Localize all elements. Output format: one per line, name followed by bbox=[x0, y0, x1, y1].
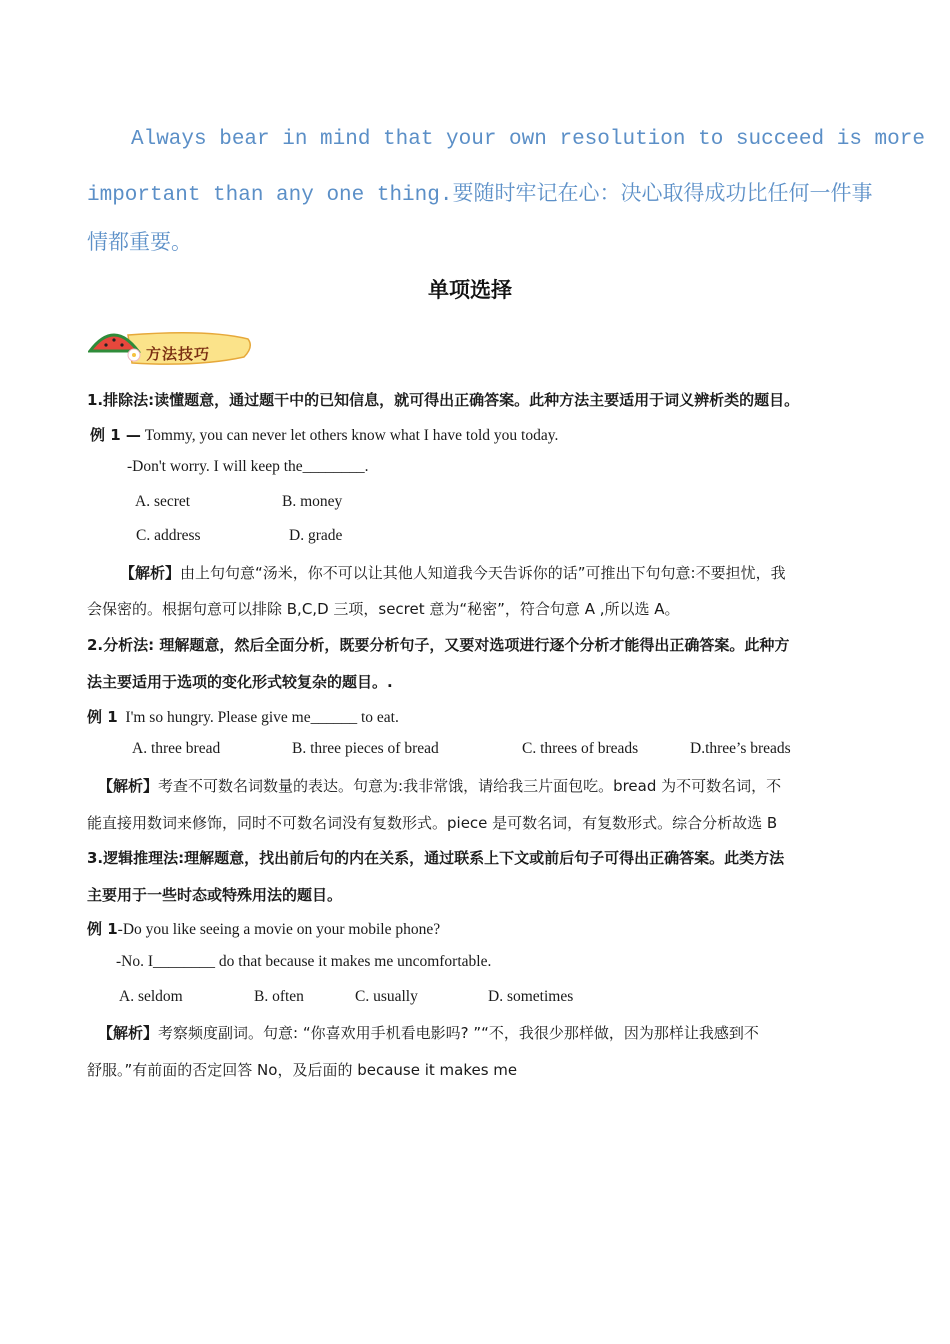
method1-question-line-1 bbox=[90, 424, 558, 445]
option-c: C. address bbox=[136, 527, 201, 544]
method2-analysis-line-1 bbox=[98, 775, 781, 796]
section-title: 单项选择 bbox=[428, 278, 512, 302]
method1-analysis-line-2: 会保密的。根据句意可以排除 B,C,D 三项，secret 意为“秘密”，符合句意 A ,所以选 A。 bbox=[87, 600, 680, 618]
analysis-text: 由上句句意“汤米，你不可以让其他人知道我今天告诉你的话”可推出下句句意:不要担忧，我 bbox=[180, 564, 786, 582]
option-b: B. three pieces of bread bbox=[292, 740, 439, 757]
method3-heading-line-2: 主要用于一些时态或特殊用法的题目。 bbox=[87, 886, 343, 904]
method2-heading-line-1: 2.分析法: 理解题意，然后全面分析，既要分析句子，又要对选项进行逐个分析才能得出正确答案。此种方 bbox=[87, 636, 790, 654]
method3-analysis-line-2: 舒服。”有前面的否定回答 No，及后面的 because it makes me bbox=[87, 1061, 518, 1079]
option-a: A. seldom bbox=[119, 988, 183, 1005]
quote-line-2-en: important than any one thing. bbox=[87, 184, 453, 207]
analysis-label: 【解析】 bbox=[98, 777, 159, 795]
method2-analysis-line-2: 能直接用数词来修饰，同时不可数名词没有复数形式。piece 是可数名词，有复数形式。综合分析故选 B bbox=[87, 814, 778, 832]
option-a: A. three bread bbox=[132, 740, 221, 757]
analysis-text: 考察频度副词。句意: “你喜欢用手机看电影吗? ”“不，我很少那样做，因为那样让我感到不 bbox=[158, 1024, 759, 1042]
option-b: B. often bbox=[254, 988, 304, 1005]
question-text: I'm so hungry. Please give me______ to eat. bbox=[125, 709, 399, 726]
option-d: D. sometimes bbox=[488, 988, 574, 1005]
quote-line-2 bbox=[87, 177, 872, 207]
option-c: C. usually bbox=[355, 988, 418, 1005]
example-label: 例 1 bbox=[87, 920, 118, 938]
question-text: -Do you like seeing a movie on your mobile phone? bbox=[117, 921, 441, 938]
quote-line-1: Always bear in mind that your own resolution to succeed is more bbox=[131, 128, 925, 151]
analysis-label: 【解析】 bbox=[120, 564, 181, 582]
method3-question-line-2: -No. I________ do that because it makes me uncomfortable. bbox=[116, 953, 492, 970]
option-b: B. money bbox=[282, 493, 343, 510]
example-label: 例 1 bbox=[87, 708, 118, 726]
analysis-label: 【解析】 bbox=[98, 1024, 159, 1042]
method1-analysis-line-1 bbox=[120, 562, 786, 583]
method2-heading-line-2: 法主要适用于选项的变化形式较复杂的题目。. bbox=[87, 673, 393, 691]
method3-question-line-1 bbox=[87, 918, 440, 939]
badge-label: 方法技巧 bbox=[146, 345, 211, 363]
method3-heading-line-1: 3.逻辑推理法:理解题意，找出前后句的内在关系，通过联系上下文或前后句子可得出正确答案。此类方法 bbox=[87, 849, 785, 867]
question-text: Tommy, you can never let others know what I have told you today. bbox=[144, 427, 559, 444]
option-d: D. grade bbox=[289, 527, 343, 544]
option-c: C. threes of breads bbox=[522, 740, 639, 757]
method1-heading: 1.排除法:读懂题意，通过题干中的已知信息，就可得出正确答案。此种方法主要适用于词义辨析类的题目。 bbox=[87, 391, 800, 409]
method3-analysis-line-1 bbox=[98, 1022, 759, 1043]
method1-question-line-2: -Don't worry. I will keep the________. bbox=[127, 458, 369, 475]
option-a: A. secret bbox=[135, 493, 191, 510]
quote-line-2-cn: 要随时牢记在心：决心取得成功比任何一件事 bbox=[452, 181, 873, 205]
option-d: D.three’s breads bbox=[690, 740, 791, 757]
example-label: 例 1 — bbox=[90, 426, 141, 444]
quote-line-3: 情都重要。 bbox=[87, 230, 192, 254]
method2-question bbox=[87, 706, 399, 727]
analysis-text: 考查不可数名词数量的表达。句意为:我非常饿，请给我三片面包吃。bread 为不可数名词，不 bbox=[158, 777, 782, 795]
